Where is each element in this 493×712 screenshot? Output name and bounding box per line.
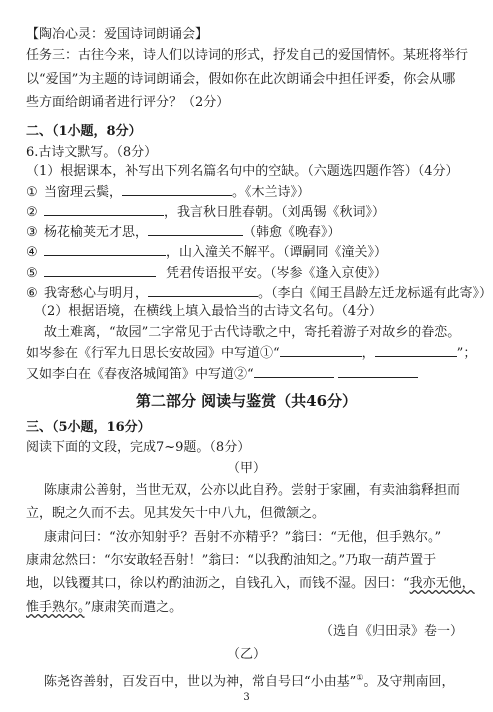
- passage-jia-line-4: 康肃忿然曰：“尔安敢轻吾射！”翁曰：“以我酌油知之。”乃取一葫芦置于: [26, 553, 437, 568]
- poem-source: 。《木兰诗》）: [232, 185, 311, 200]
- wavy-underlined-text: 惟手熟尔。: [26, 600, 85, 615]
- task-three-text-2: 以“爱国”为主题的诗词朗诵会，假如你在此次朗诵会中担任评委，你会从哪: [26, 72, 456, 87]
- passage-jia-line-3: 康肃问曰：“汝亦知射乎？吾射不亦精乎？”翁曰：“无他，但手熟尔。”: [44, 530, 442, 545]
- poem-item-1: [26, 184, 310, 201]
- task-three-text-3: 些方面给朗诵者进行评分？（2分）: [26, 95, 230, 110]
- passage-source: （选自《归田录》卷一）: [319, 624, 463, 639]
- item-number: ①: [26, 185, 38, 200]
- poem-item-5: [26, 265, 387, 282]
- answer-blank-1b[interactable]: [375, 345, 457, 357]
- poem-text: 杨花榆荚无才思，: [44, 225, 149, 240]
- poem-text: ，我言秋日胜春朝。（刘禹锡《秋词》）: [164, 205, 386, 220]
- answer-blank[interactable]: [122, 184, 232, 196]
- passage-yi-line-1: 陈尧咨善射，百发百中，世以为神，常自号曰“小由基”①。及守荆南回，: [44, 673, 455, 690]
- answer-blank-1a[interactable]: [280, 345, 362, 357]
- poem-text: ，山入潼关不解平。（谭嗣同《潼关》）: [166, 245, 388, 260]
- section-heading-recital: 【陶冶心灵：爱国诗词朗诵会】: [26, 27, 209, 42]
- poem-source: 。（李白《闻王昌龄左迁龙标遥有此寄》）: [258, 286, 493, 301]
- passage-jia-line-6: 惟手熟尔。”康肃笑而遣之。: [26, 600, 183, 615]
- passage-jia-line-2: 立，睨之久而不去。见其发矢十中八九，但微颔之。: [26, 506, 326, 521]
- poem-text: 凭君传语报平安。（岑参《逢入京使》）: [166, 266, 388, 281]
- context-text-1: 故土难离，“故园”二字常见于古代诗歌之中，寄托着游子对故乡的眷恋。: [44, 325, 461, 340]
- answer-blank[interactable]: [148, 285, 258, 297]
- footnote-marker: ①: [356, 673, 364, 682]
- answer-blank-2a[interactable]: [254, 366, 334, 378]
- answer-blank[interactable]: [44, 204, 164, 216]
- answer-blank[interactable]: [148, 224, 243, 236]
- passage-yi-label: （乙）: [226, 647, 266, 662]
- passage-jia-line-1: 陈康肃公善射，当世无双，公亦以此自矜。尝射于家圃，有卖油翁释担而: [44, 483, 461, 498]
- wavy-underlined-text: 我亦无他，: [409, 576, 475, 591]
- context-text-3: 又如李白在《春夜洛城闻笛》中写道②“: [26, 366, 418, 383]
- answer-blank-2b[interactable]: [338, 366, 418, 378]
- answer-blank[interactable]: [44, 265, 156, 277]
- poem-text: 当窗理云鬓，: [44, 185, 123, 200]
- answer-blank[interactable]: [44, 244, 166, 256]
- context-text-2: 如岑参在《行军九日思长安故园》中写道①“ ， ”；: [26, 346, 477, 361]
- task-three-text-1: 任务三：古往今来，诗人们以诗词的形式，抒发自己的爱国情怀。某班将举行: [26, 48, 469, 63]
- poem-item-6: [26, 285, 492, 302]
- poem-item-3: [26, 224, 341, 241]
- item-number: ④: [26, 245, 38, 260]
- question-6-1-instruction: （1）根据课本，补写出下列名篇名句中的空缺。（六题选四题作答）（4分）: [26, 164, 459, 179]
- poem-source: （韩愈《晚春》）: [243, 225, 341, 240]
- poem-text: 我寄愁心与明月，: [44, 286, 149, 301]
- passage-jia-label: （甲）: [226, 461, 266, 476]
- item-number: ⑥: [26, 286, 38, 301]
- question-6-2-instruction: （2）根据语境，在横线上填入最恰当的古诗文名句。（4分）: [34, 304, 383, 319]
- item-number: ③: [26, 225, 38, 240]
- item-number: ②: [26, 205, 38, 220]
- page-number: 3: [243, 692, 250, 703]
- part-two-heading: 二、（1小题，8分）: [26, 124, 142, 139]
- question-6-title: 6.古诗文默写。（8分）: [26, 145, 158, 160]
- poem-item-4: [26, 244, 387, 261]
- passage-jia-line-5: 地，以钱覆其口，徐以杓酌油沥之，自钱孔入，而钱不湿。因曰：“我亦无他，: [26, 576, 475, 591]
- poem-item-2: [26, 204, 385, 221]
- reading-instruction: 阅读下面的文段，完成7~9题。（8分）: [26, 440, 251, 455]
- item-number: ⑤: [26, 266, 38, 281]
- part-two-title: 第二部分 阅读与鉴赏（共46分）: [135, 392, 358, 410]
- section-three-heading: 三、（5小题，16分）: [26, 420, 151, 435]
